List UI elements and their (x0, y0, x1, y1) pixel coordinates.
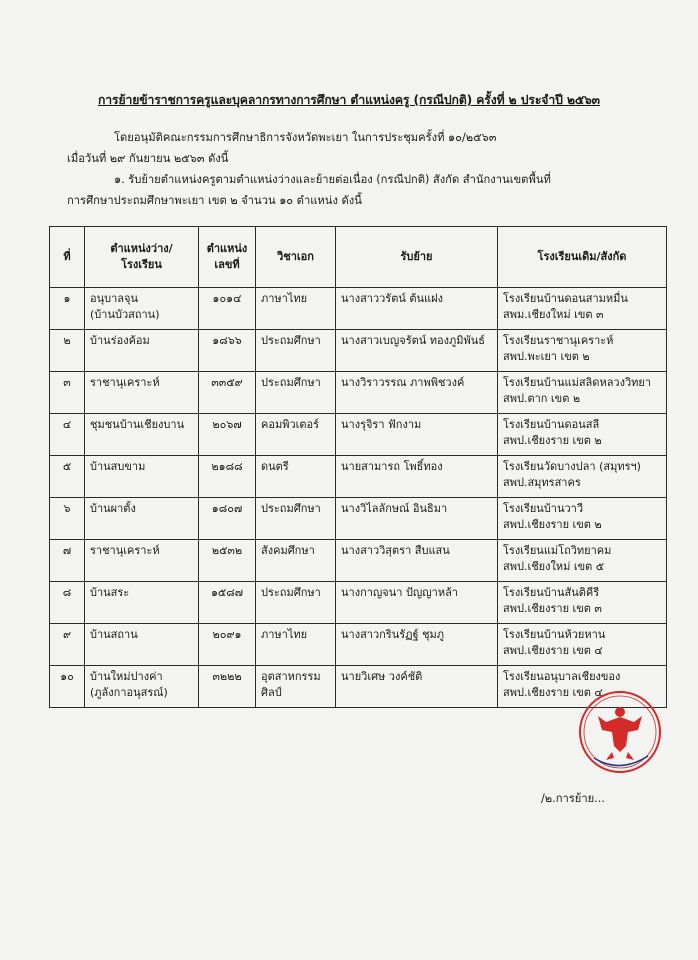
cell-school: บ้านใหม่ปางค่า (ภูลังกาอนุสรณ์) (85, 666, 199, 708)
cell-position: ๑๕๘๗ (199, 582, 256, 624)
cell-person: นางสาววิสุตรา สืบแสน (336, 540, 498, 582)
footer-continuation: /๒.การย้าย... (541, 792, 605, 805)
table-row (50, 414, 667, 456)
cell-person: นางสาวเบญจรัตน์ ทองภูมิพันธ์ (336, 330, 498, 372)
header-school: ตำแหน่งว่าง/ โรงเรียน (85, 227, 199, 288)
cell-major: ดนตรี (256, 456, 336, 498)
cell-position: ๑๐๑๔ (199, 288, 256, 330)
intro-line-1: โดยอนุมัติคณะกรรมการศึกษาธิการจังหวัดพะเยา ในการประชุมครั้งที่ ๑๐/๒๕๖๓ (114, 131, 497, 144)
cell-school: ราชานุเคราะห์ (85, 540, 199, 582)
cell-school: บ้านสถาน (85, 624, 199, 666)
cell-major: ประถมศึกษา (256, 372, 336, 414)
table-row (50, 582, 667, 624)
header-origin: โรงเรียนเดิม/สังกัด (498, 227, 667, 288)
cell-major: คอมพิวเตอร์ (256, 414, 336, 456)
cell-major: สังคมศึกษา (256, 540, 336, 582)
cell-no: ๓ (50, 372, 85, 414)
cell-major: อุตสาหกรรม ศิลป์ (256, 666, 336, 708)
cell-origin: โรงเรียนบ้านสันติคีรี สพป.เชียงราย เขต ๓ (498, 582, 667, 624)
header-person: รับย้าย (336, 227, 498, 288)
cell-major: ประถมศึกษา (256, 498, 336, 540)
cell-no: ๖ (50, 498, 85, 540)
cell-person: นายวิเศษ วงค์ชัติ (336, 666, 498, 708)
table-row (50, 372, 667, 414)
cell-origin: โรงเรียนอนุบาลเชียงของ สพป.เชียงราย เขต ๔ (498, 666, 667, 708)
cell-school: บ้านสบขาม (85, 456, 199, 498)
garuda-seal-stamp (576, 688, 664, 776)
cell-school: บ้านร่องค้อม (85, 330, 199, 372)
cell-person: นางสาวกรินรัฏฐ์ ชุมภู (336, 624, 498, 666)
cell-school: ชุมชนบ้านเชียงบาน (85, 414, 199, 456)
cell-major: ภาษาไทย (256, 288, 336, 330)
cell-major: ประถมศึกษา (256, 330, 336, 372)
cell-position: ๒๑๘๘ (199, 456, 256, 498)
header-no: ที่ (50, 227, 85, 288)
cell-origin: โรงเรียนบ้านแม่สลิดหลวงวิทยา สพป.ตาก เขต ๒ (498, 372, 667, 414)
cell-origin: โรงเรียนราชานุเคราะห์ สพป.พะเยา เขต ๒ (498, 330, 667, 372)
table-header-row (50, 227, 667, 288)
cell-no: ๑ (50, 288, 85, 330)
cell-no: ๒ (50, 330, 85, 372)
cell-position: ๑๘๐๗ (199, 498, 256, 540)
cell-school: อนุบาลจุน (บ้านบัวสถาน) (85, 288, 199, 330)
header-major: วิชาเอก (256, 227, 336, 288)
cell-no: ๗ (50, 540, 85, 582)
cell-no: ๔ (50, 414, 85, 456)
cell-origin: โรงเรียนแม่โถวิทยาคม สพป.เชียงใหม่ เขต ๕ (498, 540, 667, 582)
transfer-table (49, 226, 667, 708)
cell-position: ๓๒๒๒ (199, 666, 256, 708)
section-line-1: ๑. รับย้ายตำแหน่งครูตามตำแหน่งว่างและย้ายต่อเนื่อง (กรณีปกติ) สังกัด สำนักงานเขตพื้นที่ (114, 173, 551, 186)
cell-no: ๑๐ (50, 666, 85, 708)
cell-origin: โรงเรียนบ้านวาวี สพป.เชียงราย เขต ๒ (498, 498, 667, 540)
cell-no: ๘ (50, 582, 85, 624)
table-row (50, 624, 667, 666)
cell-person: นายสามารถ โพธิ์ทอง (336, 456, 498, 498)
cell-origin: โรงเรียนวัดบางปลา (สมุทรฯ) สพป.สมุทรสาคร (498, 456, 667, 498)
cell-school: ราชานุเคราะห์ (85, 372, 199, 414)
cell-origin: โรงเรียนบ้านดอนสามหมื่น สพม.เชียงใหม่ เขต ๓ (498, 288, 667, 330)
table-row (50, 288, 667, 330)
table-row (50, 330, 667, 372)
cell-major: ภาษาไทย (256, 624, 336, 666)
cell-position: ๒๐๖๗ (199, 414, 256, 456)
table-row (50, 540, 667, 582)
cell-person: นางกาญจนา ปัญญาหล้า (336, 582, 498, 624)
cell-position: ๒๐๙๑ (199, 624, 256, 666)
cell-position: ๓๓๕๙ (199, 372, 256, 414)
document-title: การย้ายข้าราชการครูและบุคลากรทางการศึกษา ตำแหน่งครู (กรณีปกติ) ครั้งที่ ๒ ประจำปี ๒๕๖๓ (98, 93, 600, 107)
intro-line-2: เมื่อวันที่ ๒๙ กันยายน ๒๕๖๓ ดังนี้ (67, 152, 229, 165)
cell-person: นางวิไลลักษณ์ อินธิมา (336, 498, 498, 540)
cell-school: บ้านสระ (85, 582, 199, 624)
cell-origin: โรงเรียนบ้านห้วยหาน สพป.เชียงราย เขต ๔ (498, 624, 667, 666)
cell-no: ๙ (50, 624, 85, 666)
cell-major: ประถมศึกษา (256, 582, 336, 624)
table-row (50, 498, 667, 540)
cell-position: ๒๕๓๒ (199, 540, 256, 582)
cell-origin: โรงเรียนบ้านดอนสลี สพป.เชียงราย เขต ๒ (498, 414, 667, 456)
section-line-2: การศึกษาประถมศึกษาพะเยา เขต ๒ จำนวน ๑๐ ตำแหน่ง ดังนี้ (67, 194, 362, 207)
table-row (50, 456, 667, 498)
cell-position: ๑๘๖๖ (199, 330, 256, 372)
cell-school: บ้านผาตั้ง (85, 498, 199, 540)
cell-person: นางวิราวรรณ ภาพพิชวงค์ (336, 372, 498, 414)
cell-no: ๕ (50, 456, 85, 498)
header-position: ตำแหน่ง เลขที่ (199, 227, 256, 288)
table-row (50, 666, 667, 708)
cell-person: นางสาววรัตน์ ต้นแฝง (336, 288, 498, 330)
cell-person: นางรุจิรา ฟักงาม (336, 414, 498, 456)
